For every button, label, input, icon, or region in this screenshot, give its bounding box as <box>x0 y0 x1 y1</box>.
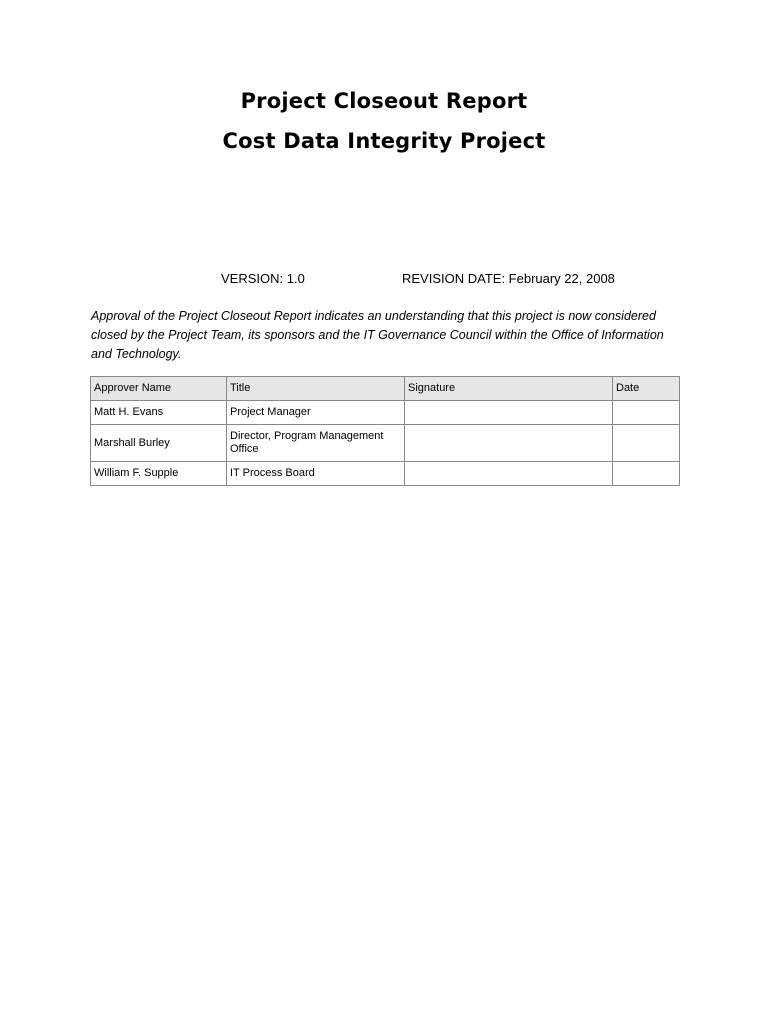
date-cell[interactable] <box>613 425 680 462</box>
version-label: VERSION: 1.0 <box>221 271 305 286</box>
table-row <box>91 425 680 462</box>
column-header-signature: Signature <box>405 377 613 401</box>
project-name: Cost Data Integrity Project <box>222 129 546 153</box>
approver-name-cell: Marshall Burley <box>91 425 227 462</box>
column-header-title: Title <box>227 377 405 401</box>
table-row <box>91 401 680 425</box>
approver-name-cell: Matt H. Evans <box>91 401 227 425</box>
approver-title-cell: IT Process Board <box>227 462 405 486</box>
approvers-table <box>90 376 680 486</box>
table-row <box>91 462 680 486</box>
approver-title-cell: Project Manager <box>227 401 405 425</box>
signature-cell[interactable] <box>405 462 613 486</box>
revision-date-label: REVISION DATE: February 22, 2008 <box>402 271 615 286</box>
column-header-approver-name: Approver Name <box>91 377 227 401</box>
approval-statement: Approval of the Project Closeout Report indicates an understanding that this project is now considered closed by the Project Team, its sponsors and the IT Governance Council within the Office of Information and Technology. <box>91 309 664 361</box>
date-cell[interactable] <box>613 462 680 486</box>
signature-cell[interactable] <box>405 425 613 462</box>
report-title: Project Closeout Report <box>240 89 528 113</box>
table-header-row <box>91 377 680 401</box>
approver-name-cell: William F. Supple <box>91 462 227 486</box>
date-cell[interactable] <box>613 401 680 425</box>
column-header-date: Date <box>613 377 680 401</box>
approver-title-cell: Director, Program Management Office <box>227 425 405 462</box>
signature-cell[interactable] <box>405 401 613 425</box>
